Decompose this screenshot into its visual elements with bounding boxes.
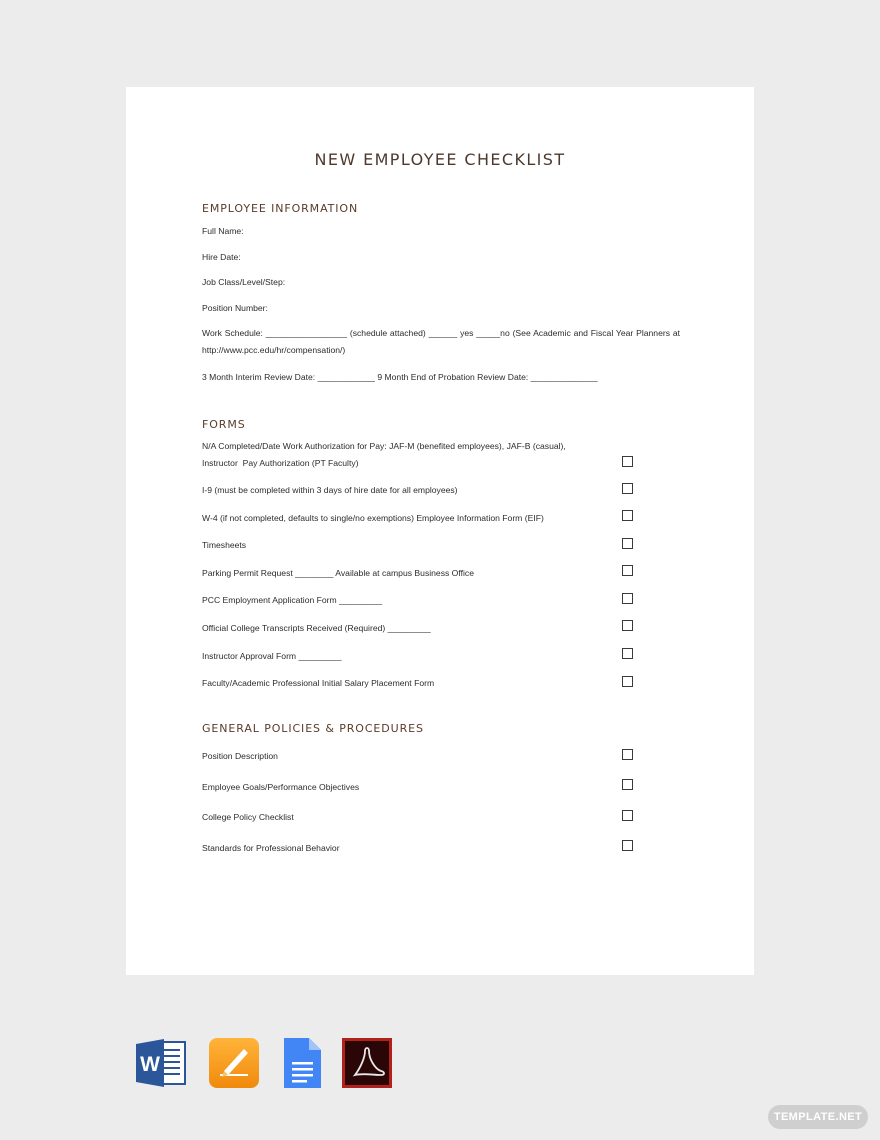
field-work-schedule: Work Schedule: _________________ (schedule attached) ______ yes _____no (See Academic and Fiscal Year Planners at http://www.pcc.edu/hr/compensation/) [202, 328, 680, 355]
forms-item-transcripts: Official College Transcripts Received (Required) _________ [202, 623, 431, 633]
checkbox-parking-permit[interactable] [622, 565, 633, 576]
policies-item-employee-goals: Employee Goals/Performance Objectives [202, 782, 360, 792]
checkbox-i9[interactable] [622, 483, 633, 494]
document-title: NEW EMPLOYEE CHECKLIST [314, 150, 566, 169]
forms-item-employment-application: PCC Employment Application Form _________ [202, 595, 383, 605]
checkbox-timesheets[interactable] [622, 538, 633, 549]
forms-item-parking-permit: Parking Permit Request ________ Available at campus Business Office [202, 568, 474, 578]
checkbox-work-authorization[interactable] [622, 456, 633, 467]
checkbox-employment-application[interactable] [622, 593, 633, 604]
checkbox-position-description[interactable] [622, 749, 633, 760]
forms-item-timesheets: Timesheets [202, 540, 247, 550]
field-position-number: Position Number: [202, 303, 268, 313]
field-hire-date: Hire Date: [202, 252, 241, 262]
checkbox-transcripts[interactable] [622, 620, 633, 631]
section-heading-employee-information: EMPLOYEE INFORMATION [202, 202, 359, 215]
forms-item-i9: I-9 (must be completed within 3 days of hire date for all employees) [202, 485, 458, 495]
checkbox-college-policy[interactable] [622, 810, 633, 821]
policies-item-college-policy: College Policy Checklist [202, 812, 294, 822]
word-letter: W [140, 1053, 160, 1076]
forms-item-w4: W-4 (if not completed, defaults to single/no exemptions) Employee Information Form (EIF) [202, 513, 544, 523]
template-net-watermark: TEMPLATE.NET [768, 1105, 868, 1129]
forms-item-salary-placement: Faculty/Academic Professional Initial Salary Placement Form [202, 678, 435, 688]
acrobat-pdf-icon[interactable] [341, 1037, 393, 1089]
google-docs-icon[interactable] [278, 1037, 330, 1089]
checkbox-salary-placement[interactable] [622, 676, 633, 687]
checkbox-instructor-approval[interactable] [622, 648, 633, 659]
checkbox-w4[interactable] [622, 510, 633, 521]
word-icon[interactable] [136, 1037, 188, 1089]
policies-item-professional-behavior: Standards for Professional Behavior [202, 843, 340, 853]
policies-item-position-description: Position Description [202, 751, 278, 761]
pages-icon[interactable] [208, 1037, 260, 1089]
forms-item-instructor-approval: Instructor Approval Form _________ [202, 651, 342, 661]
checkbox-employee-goals[interactable] [622, 779, 633, 790]
field-review-dates: 3 Month Interim Review Date: ____________ 9 Month End of Probation Review Date: ______________ [202, 372, 598, 382]
section-heading-forms: FORMS [202, 418, 246, 431]
forms-item-work-authorization: N/A Completed/Date Work Authorization for Pay: JAF-M (benefited employees), JAF-B (casual), Instructor Pay Authorization (PT Faculty) [202, 441, 566, 468]
field-full-name: Full Name: [202, 226, 244, 236]
document-page [126, 87, 754, 975]
field-job-class: Job Class/Level/Step: [202, 277, 286, 287]
section-heading-general-policies: GENERAL POLICIES & PROCEDURES [202, 722, 424, 735]
checkbox-professional-behavior[interactable] [622, 840, 633, 851]
